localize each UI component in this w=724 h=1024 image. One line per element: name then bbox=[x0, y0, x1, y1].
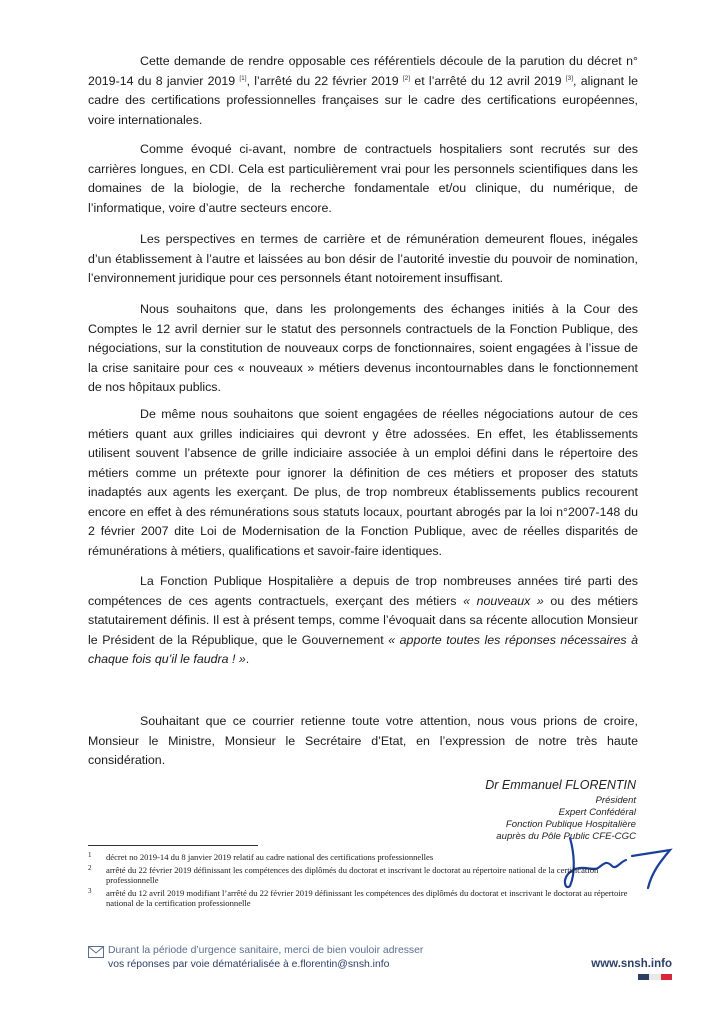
quote-president: « apporte toutes les réponses nécessaires à chaque fois qu’il le faudra ! » bbox=[88, 632, 638, 666]
paragraph-text: et l’arrêté du 12 avril 2019 bbox=[410, 73, 566, 88]
footnote-number: 1 bbox=[88, 851, 92, 859]
footer-notice bbox=[108, 944, 423, 972]
paragraph-perspectives bbox=[88, 230, 638, 289]
quote-nouveaux: « nouveaux » bbox=[463, 593, 544, 608]
paragraph-text: , l’arrêté du 22 février 2019 bbox=[246, 73, 403, 88]
page-footer bbox=[0, 940, 724, 1024]
paragraph-decree bbox=[88, 52, 638, 130]
footnote-text: arrêté du 12 avril 2019 modifiant l’arrêté du 22 février 2019 définissant les compétences des diplômés du doctorat et inscrivant le doctorat au répertoire national de la certification professionnelle bbox=[106, 887, 628, 908]
footnote-item bbox=[88, 852, 628, 863]
paragraph-text: Cette demande de rendre opposable ces référentiels découle de la parution du décret n° 2019-14 du 8 janvier 2019 bbox=[88, 54, 638, 88]
footnote-number: 2 bbox=[88, 863, 92, 872]
paragraph-text: Souhaitant que ce courrier retienne toute votre attention, nous vous prions de croire, Monsieur le Ministre, Monsieur le Secrétaire d’Etat, en l’expression de notre très haute considération. bbox=[88, 714, 638, 767]
paragraph-text: De même nous souhaitons que soient engagées de réelles négociations autour de ces métiers quant aux grilles indiciaires qui devront y être adossées. En effet, les établissements utilisent souvent l’absence de grille indiciaire associée à un emploi défini dans le répertoire des métiers comme un prétexte pour ignorer la définition de ces métiers et proposer des statuts inadaptés aux agents les exerçant. De plus, de trop nombreux établissements publics recourent encore en effet à des rémunérations sous statuts locaux, pourtant abrogés par la loi n°2007-148 du 2 février 2007 dite Loi de Modernisation de la Fonction Publique, avec de réelles disparités de rémunérations à métiers, qualifications et savoir-faire identiques. bbox=[88, 407, 638, 558]
footnotes bbox=[88, 852, 628, 911]
footnote-text: arrêté du 22 février 2019 définissant les compétences des diplômés du doctorat et inscrivant le doctorat au répertoire national de la certification professionnelle bbox=[106, 864, 599, 885]
footnote-item bbox=[88, 888, 628, 909]
paragraph-closing bbox=[88, 712, 638, 771]
paragraph-fph bbox=[88, 572, 638, 670]
footnote-separator bbox=[88, 845, 258, 846]
footnote-item bbox=[88, 865, 628, 886]
website-link[interactable]: www.snsh.info bbox=[591, 958, 672, 970]
paragraph-text: . bbox=[245, 652, 250, 666]
footnote-ref-1[interactable]: [1] bbox=[239, 74, 247, 82]
signatory-name: Dr Emmanuel FLORENTIN bbox=[485, 778, 636, 792]
paragraph-text: Nous souhaitons que, dans les prolongements des échanges initiés à la Cour des Comptes le 12 avril dernier sur le statut des personnels contractuels de la Fonction Publique, des négociations, sur la constitution de nouveaux corps de fonctionnaires, soient engagées à l’issue de la crise sanitaire pour ces « nouveaux » métiers devenus incontournables dans le fonctionnement de nos hôpitaux publics. bbox=[88, 302, 638, 394]
paragraph-contractuels bbox=[88, 140, 638, 218]
paragraph-text: Les perspectives en termes de carrière et de rémunération demeurent floues, inégales d’un établissement à l’autre et laissées au bon désir de l’autorité investie du pouvoir de nomination, l’environnement juridique pour ces personnels étant notoirement insuffisant. bbox=[88, 232, 638, 285]
footnote-ref-3[interactable]: [3] bbox=[565, 74, 574, 82]
paragraph-negociations bbox=[88, 300, 638, 398]
footer-line-1: Durant la période d’urgence sanitaire, merci de bien vouloir adresser bbox=[108, 945, 424, 956]
paragraph-grilles bbox=[88, 405, 638, 561]
mail-icon bbox=[88, 946, 104, 958]
paragraph-text: ou des métiers statutairement définis. Il est à présent temps, comme l’évoquait dans sa récente allocution Monsieur le Président de la République, que le Gouvernement bbox=[88, 593, 638, 647]
paragraph-text: Comme évoqué ci-avant, nombre de contractuels hospitaliers sont recrutés sur des carrières longues, en CDI. Cela est particulièrement vrai pour les personnels scientifiques dans les domaines de la biologie, de la recherche fondamentale et/ou clinique, du numérique, de l’informatique, voire d’autre secteurs encore. bbox=[88, 142, 638, 215]
signatory-role: Expert Confédéral bbox=[558, 807, 636, 818]
footnote-number: 3 bbox=[88, 886, 92, 895]
signatory-org: Fonction Publique Hospitalière bbox=[505, 819, 636, 830]
signatory-affiliation: auprès du Pôle Public CFE-CGC bbox=[496, 831, 636, 842]
paragraph-text: La Fonction Publique Hospitalière a depuis de trop nombreuses années tiré parti des compétences de ces agents contractuels, exerçant des métiers bbox=[88, 574, 638, 608]
tricolor-flag-icon bbox=[638, 974, 672, 980]
footnote-ref-2[interactable]: [2] bbox=[402, 74, 411, 82]
signatory-title: Président bbox=[595, 795, 636, 806]
paragraph-text: , alignant le cadre des certifications professionnelles françaises sur le cadre des certifications européennes, voire internationales. bbox=[88, 73, 638, 127]
footnote-text: décret no 2019-14 du 8 janvier 2019 relatif au cadre national des certifications professionnelles bbox=[106, 852, 434, 862]
footer-line-2[interactable]: vos réponses par voie dématérialisée à e.florentin@snsh.info bbox=[108, 959, 390, 970]
